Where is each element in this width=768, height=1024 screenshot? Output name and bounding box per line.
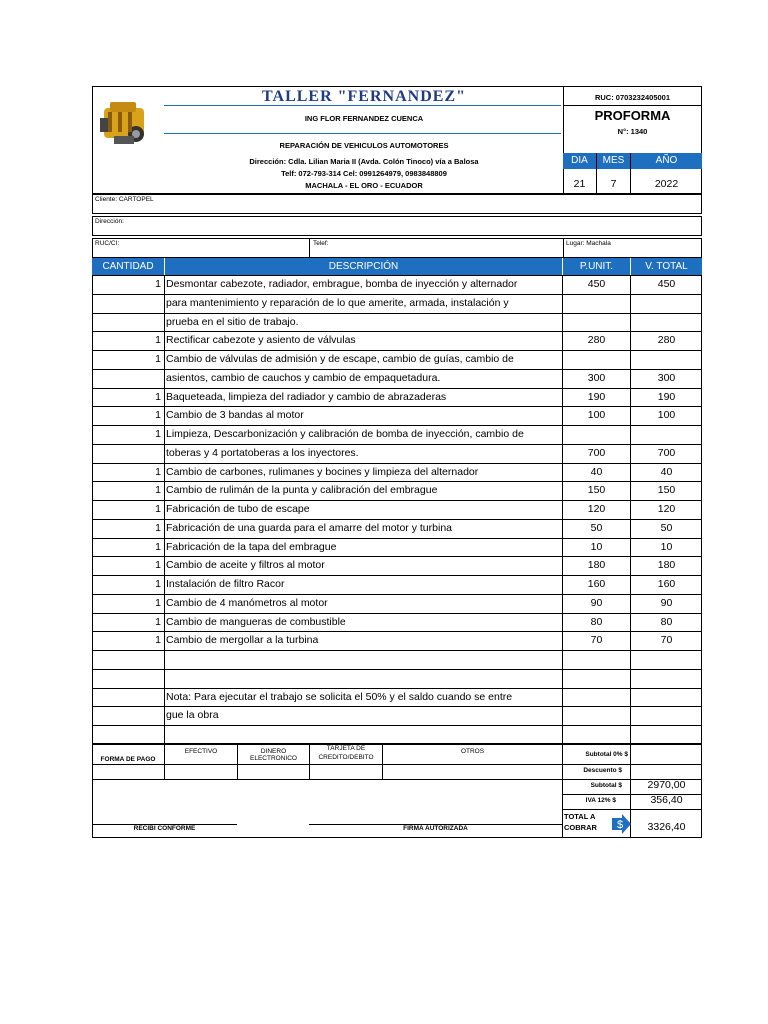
arrow-icon-symbol: $ — [616, 819, 624, 831]
client-name: Cliente: CARTOPEL — [95, 196, 154, 203]
row-total: 10 — [660, 540, 673, 553]
tot-line-1 — [562, 764, 702, 765]
row-description: asientos, cambio de cauchos y cambio de empaquetadura. — [166, 371, 441, 384]
date-label-dia: DIA — [563, 153, 597, 169]
row-unit-price: 150 — [587, 484, 606, 497]
row-unit-price: 70 — [590, 634, 603, 647]
table-row — [92, 520, 702, 539]
row-total: 160 — [657, 578, 676, 590]
row-qty: 1 — [155, 578, 161, 590]
row-description: Rectificar cabezote y asiento de válvulas — [166, 334, 356, 347]
dinero-electronico-label: DINERO ELECTRONICO — [250, 748, 297, 762]
client-address: Dirección: — [95, 218, 124, 225]
row-qty: 1 — [155, 390, 161, 403]
table-row — [92, 389, 702, 408]
city-line: MACHALA - EL ORO - ECUADOR — [305, 181, 423, 190]
row-description: Nota: Para ejecutar el trabajo se solicita el 50% y el saldo cuando se entre — [166, 690, 513, 703]
col-header-cantidad: CANTIDAD — [92, 258, 164, 275]
row-total: 180 — [657, 559, 676, 572]
ruc-divider-1 — [309, 239, 310, 257]
table-row — [92, 651, 702, 670]
row-total: 120 — [657, 503, 676, 515]
row-unit-price: 300 — [587, 371, 606, 384]
row-total: 40 — [660, 465, 673, 478]
table-row — [92, 539, 702, 558]
table-row — [92, 314, 702, 333]
ruc-number: RUC: 0703232405001 — [594, 93, 671, 102]
address-line: Dirección: Cdla. Lilian Maria II (Avda. Colón Tinoco) vía a Balosa — [249, 157, 479, 166]
row-qty: 1 — [155, 615, 161, 628]
row-qty: 1 — [155, 428, 161, 440]
owner-underline — [164, 133, 561, 134]
row-description: Limpieza, Descarbonización y calibración de bomba de inyección, cambio de — [166, 428, 524, 440]
date-label-mes: MES — [597, 153, 631, 169]
table-row — [92, 295, 702, 314]
client-ruc: RUC/CI: — [95, 240, 120, 247]
table-row — [92, 670, 702, 689]
ruc-underline — [563, 105, 702, 106]
row-qty: 1 — [155, 503, 161, 515]
row-total: 90 — [660, 596, 673, 609]
col-header-descripcion: DESCRIPCIÓN — [165, 258, 562, 275]
table-row — [92, 614, 702, 633]
row-unit-price: 160 — [587, 578, 606, 590]
row-description: Cambio de aceite y filtros al motor — [166, 559, 325, 572]
arrow-right-icon — [611, 814, 631, 834]
subtotal-value: 2970,00 — [647, 779, 686, 791]
firma-autorizada-label: FIRMA AUTORIZADA — [403, 825, 468, 832]
iva-label: IVA 12% $ — [585, 797, 616, 804]
arrow-dollar-icon — [611, 814, 631, 834]
table-row — [92, 445, 702, 464]
address-row — [92, 216, 702, 236]
row-description: Cambio de 3 bandas al motor — [166, 409, 304, 422]
row-description: Desmontar cabezote, radiador, embrague, bomba de inyección y alternador — [166, 278, 518, 290]
doc-number: N°: 1340 — [617, 127, 648, 136]
row-qty: 1 — [155, 540, 161, 553]
owner-name: ING FLOR FERNANDEZ CUENCA — [304, 114, 424, 123]
table-row — [92, 482, 702, 501]
client-lugar: Lugar: Machala — [566, 240, 611, 247]
doc-title: PROFORMA — [594, 108, 671, 123]
row-description: Baqueteada, limpieza del radiador y cambio de abrazaderas — [166, 390, 447, 403]
table-row — [92, 557, 702, 576]
table-row — [92, 707, 702, 726]
table-row — [92, 501, 702, 520]
ruc-divider-2 — [563, 239, 564, 257]
row-unit-price: 190 — [587, 390, 606, 403]
recibi-conforme-label: RECIBI CONFORME — [133, 825, 196, 832]
row-description: gue la obra — [166, 709, 219, 722]
row-total: 100 — [657, 409, 676, 422]
engine-logo — [96, 94, 154, 152]
row-unit-price: 180 — [587, 559, 606, 572]
table-row — [92, 332, 702, 351]
client-telef: Telef: — [313, 240, 329, 247]
table-row — [92, 595, 702, 614]
row-qty: 1 — [155, 334, 161, 347]
title-underline — [164, 105, 561, 106]
subtotal0-label: Subtotal 0% $ — [585, 751, 628, 758]
row-total: 300 — [657, 371, 676, 384]
shop-name: TALLER "FERNANDEZ" — [262, 88, 466, 105]
row-unit-price: 280 — [587, 334, 606, 347]
row-qty: 1 — [155, 465, 161, 478]
row-unit-price: 40 — [590, 465, 603, 478]
tot-line-4 — [562, 809, 702, 810]
row-description: Cambio de carbones, rulimanes y bocines y limpieza del alternador — [166, 465, 479, 478]
row-description: Instalación de filtro Racor — [166, 578, 285, 590]
row-qty: 1 — [155, 559, 161, 572]
date-value-dia: 21 — [573, 178, 586, 190]
row-total: 450 — [657, 278, 676, 290]
row-total: 150 — [657, 484, 676, 497]
row-total: 280 — [657, 334, 676, 347]
table-row — [92, 689, 702, 708]
otros-label: OTROS — [460, 748, 485, 755]
row-unit-price: 80 — [590, 615, 603, 628]
phones-line: Telf: 072-793-314 Cel: 0991264979, 0983848809 — [281, 169, 447, 178]
table-row — [92, 351, 702, 370]
table-row — [92, 407, 702, 426]
table-row — [92, 426, 702, 445]
row-total: 80 — [660, 615, 673, 628]
table-row — [92, 276, 702, 295]
row-description: para mantenimiento y reparación de lo que amerite, armada, instalación y — [166, 296, 509, 309]
row-description: Cambio de 4 manómetros al motor — [166, 596, 328, 609]
pay-div-5 — [562, 743, 563, 838]
row-description: Fabricación de la tapa del embrague — [166, 540, 337, 553]
col-header-punit: P.UNIT. — [563, 258, 630, 275]
row-description: Cambio de mangueras de combustible — [166, 615, 346, 628]
iva-value: 356,40 — [650, 794, 683, 806]
client-row — [92, 194, 702, 214]
row-qty: 1 — [155, 353, 161, 365]
row-total: 50 — [660, 521, 673, 534]
row-description: Fabricación de una guarda para el amarre del motor y turbina — [166, 521, 452, 534]
row-total: 70 — [660, 634, 673, 647]
table-row — [92, 726, 702, 745]
forma-pago-label: FORMA DE PAGO — [100, 756, 156, 763]
total-value: 3326,40 — [647, 821, 686, 833]
row-description: Cambio de mergollar a la turbina — [166, 634, 319, 647]
subtotal-label: Subtotal $ — [590, 782, 622, 789]
efectivo-label: EFECTIVO — [184, 748, 218, 755]
row-description: Cambio de válvulas de admisión y de escape, cambio de guías, cambio de — [166, 353, 514, 365]
row-description: toberas y 4 portatoberas a los inyectores. — [166, 446, 359, 459]
row-qty: 1 — [155, 409, 161, 422]
row-qty: 1 — [155, 521, 161, 534]
row-unit-price: 90 — [590, 596, 603, 609]
table-row — [92, 464, 702, 483]
row-unit-price: 100 — [587, 409, 606, 422]
service-line: REPARACIÓN DE VEHICULOS AUTOMOTORES — [279, 141, 449, 150]
date-value-ano: 2022 — [654, 178, 679, 190]
row-unit-price: 50 — [590, 521, 603, 534]
date-value-mes: 7 — [610, 178, 617, 190]
pay-line-bottom — [92, 779, 563, 780]
date-label-ano: AÑO — [631, 153, 702, 169]
table-row — [92, 370, 702, 389]
row-total: 190 — [657, 390, 676, 403]
row-description: Cambio de rulimán de la punta y calibración del embrague — [166, 484, 438, 497]
engine-icon — [96, 94, 154, 152]
row-qty: 1 — [155, 278, 161, 290]
row-qty: 1 — [155, 484, 161, 497]
table-row — [92, 632, 702, 651]
row-unit-price: 450 — [587, 278, 606, 290]
col-header-vtotal: V. TOTAL — [631, 258, 702, 275]
total-cobrar-label: TOTAL A COBRAR — [564, 812, 597, 832]
row-unit-price: 120 — [587, 503, 606, 515]
row-total: 700 — [657, 446, 676, 459]
descuento-label: Descuento $ — [583, 767, 622, 774]
ruc-row — [92, 238, 702, 258]
pay-line-top — [92, 764, 563, 765]
tarjeta-label: TARJETA DE CREDITO/DEBITO — [318, 745, 374, 761]
row-qty: 1 — [155, 596, 161, 609]
row-description: Fabricación de tubo de escape — [166, 503, 310, 515]
row-unit-price: 10 — [590, 540, 603, 553]
row-description: prueba en el sitio de trabajo. — [166, 315, 299, 328]
row-qty: 1 — [155, 634, 161, 647]
row-unit-price: 700 — [587, 446, 606, 459]
table-row — [92, 576, 702, 595]
